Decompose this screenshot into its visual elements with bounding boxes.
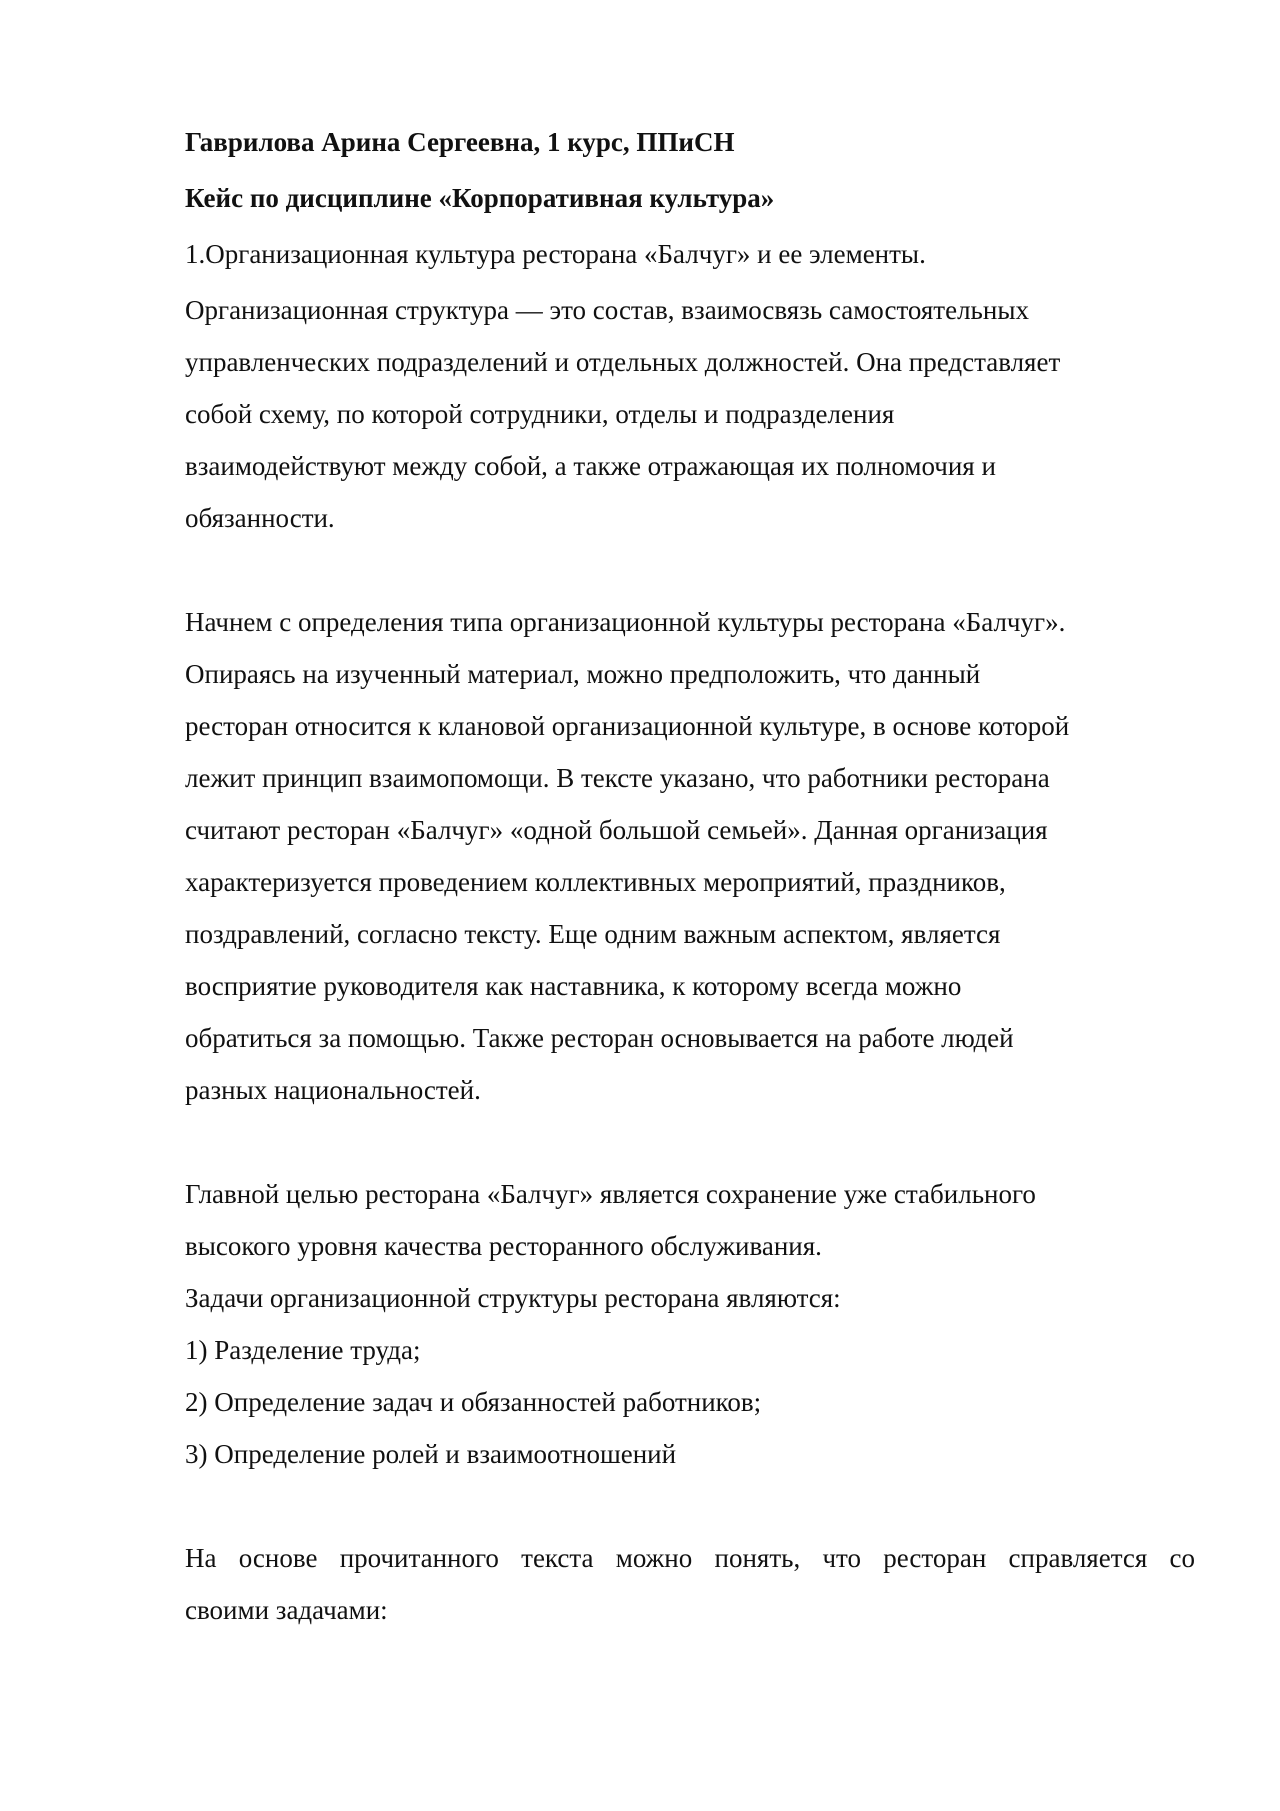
tasks-intro: Задачи организационной структуры ресторана являются: xyxy=(185,1283,841,1313)
paragraph-3-line: высокого уровня качества ресторанного обслуживания. xyxy=(185,1231,822,1261)
paragraph-2-line: Опираясь на изученный материал, можно предположить, что данный xyxy=(185,659,981,689)
paragraph-2-line: восприятие руководителя как наставника, к которому всегда можно xyxy=(185,971,962,1001)
case-title: Кейс по дисциплине «Корпоративная культура» xyxy=(185,183,775,213)
paragraph-1-line: Организационная структура — это состав, взаимосвязь самостоятельных xyxy=(185,295,1029,325)
section-heading: 1.Организационная культура ресторана «Балчуг» и ее элементы. xyxy=(185,239,926,269)
author-line: Гаврилова Арина Сергеевна, 1 курс, ППиСН xyxy=(185,127,735,157)
paragraph-2-line: Начнем с определения типа организационной культуры ресторана «Балчуг». xyxy=(185,607,1066,637)
paragraph-1-line: собой схему, по которой сотрудники, отделы и подразделения xyxy=(185,399,895,429)
task-item: 1) Разделение труда; xyxy=(185,1335,421,1365)
paragraph-4-line: своими задачами: xyxy=(185,1595,388,1625)
paragraph-2-line: лежит принцип взаимопомощи. В тексте указано, что работники ресторана xyxy=(185,763,1050,793)
paragraph-2-line: считают ресторан «Балчуг» «одной большой семьей». Данная организация xyxy=(185,815,1048,845)
paragraph-1-line: управленческих подразделений и отдельных должностей. Она представляет xyxy=(185,347,1061,377)
paragraph-1-line: взаимодействуют между собой, а также отражающая их полномочия и xyxy=(185,451,996,481)
paragraph-2-line: ресторан относится к клановой организационной культуре, в основе которой xyxy=(185,711,1070,741)
paragraph-4-line: На основе прочитанного текста можно понять, что ресторан справляется со xyxy=(185,1543,1195,1573)
paragraph-2-line: обратиться за помощью. Также ресторан основывается на работе людей xyxy=(185,1023,1014,1053)
task-item: 2) Определение задач и обязанностей работников; xyxy=(185,1387,762,1417)
paragraph-1-line: обязанности. xyxy=(185,503,335,533)
paragraph-2-line: поздравлений, согласно тексту. Еще одним важным аспектом, является xyxy=(185,919,1001,949)
paragraph-3-line: Главной целью ресторана «Балчуг» является сохранение уже стабильного xyxy=(185,1179,1036,1209)
paragraph-2-line: разных национальностей. xyxy=(185,1075,481,1105)
task-item: 3) Определение ролей и взаимоотношений xyxy=(185,1439,677,1469)
paragraph-2-line: характеризуется проведением коллективных мероприятий, праздников, xyxy=(185,867,1006,897)
